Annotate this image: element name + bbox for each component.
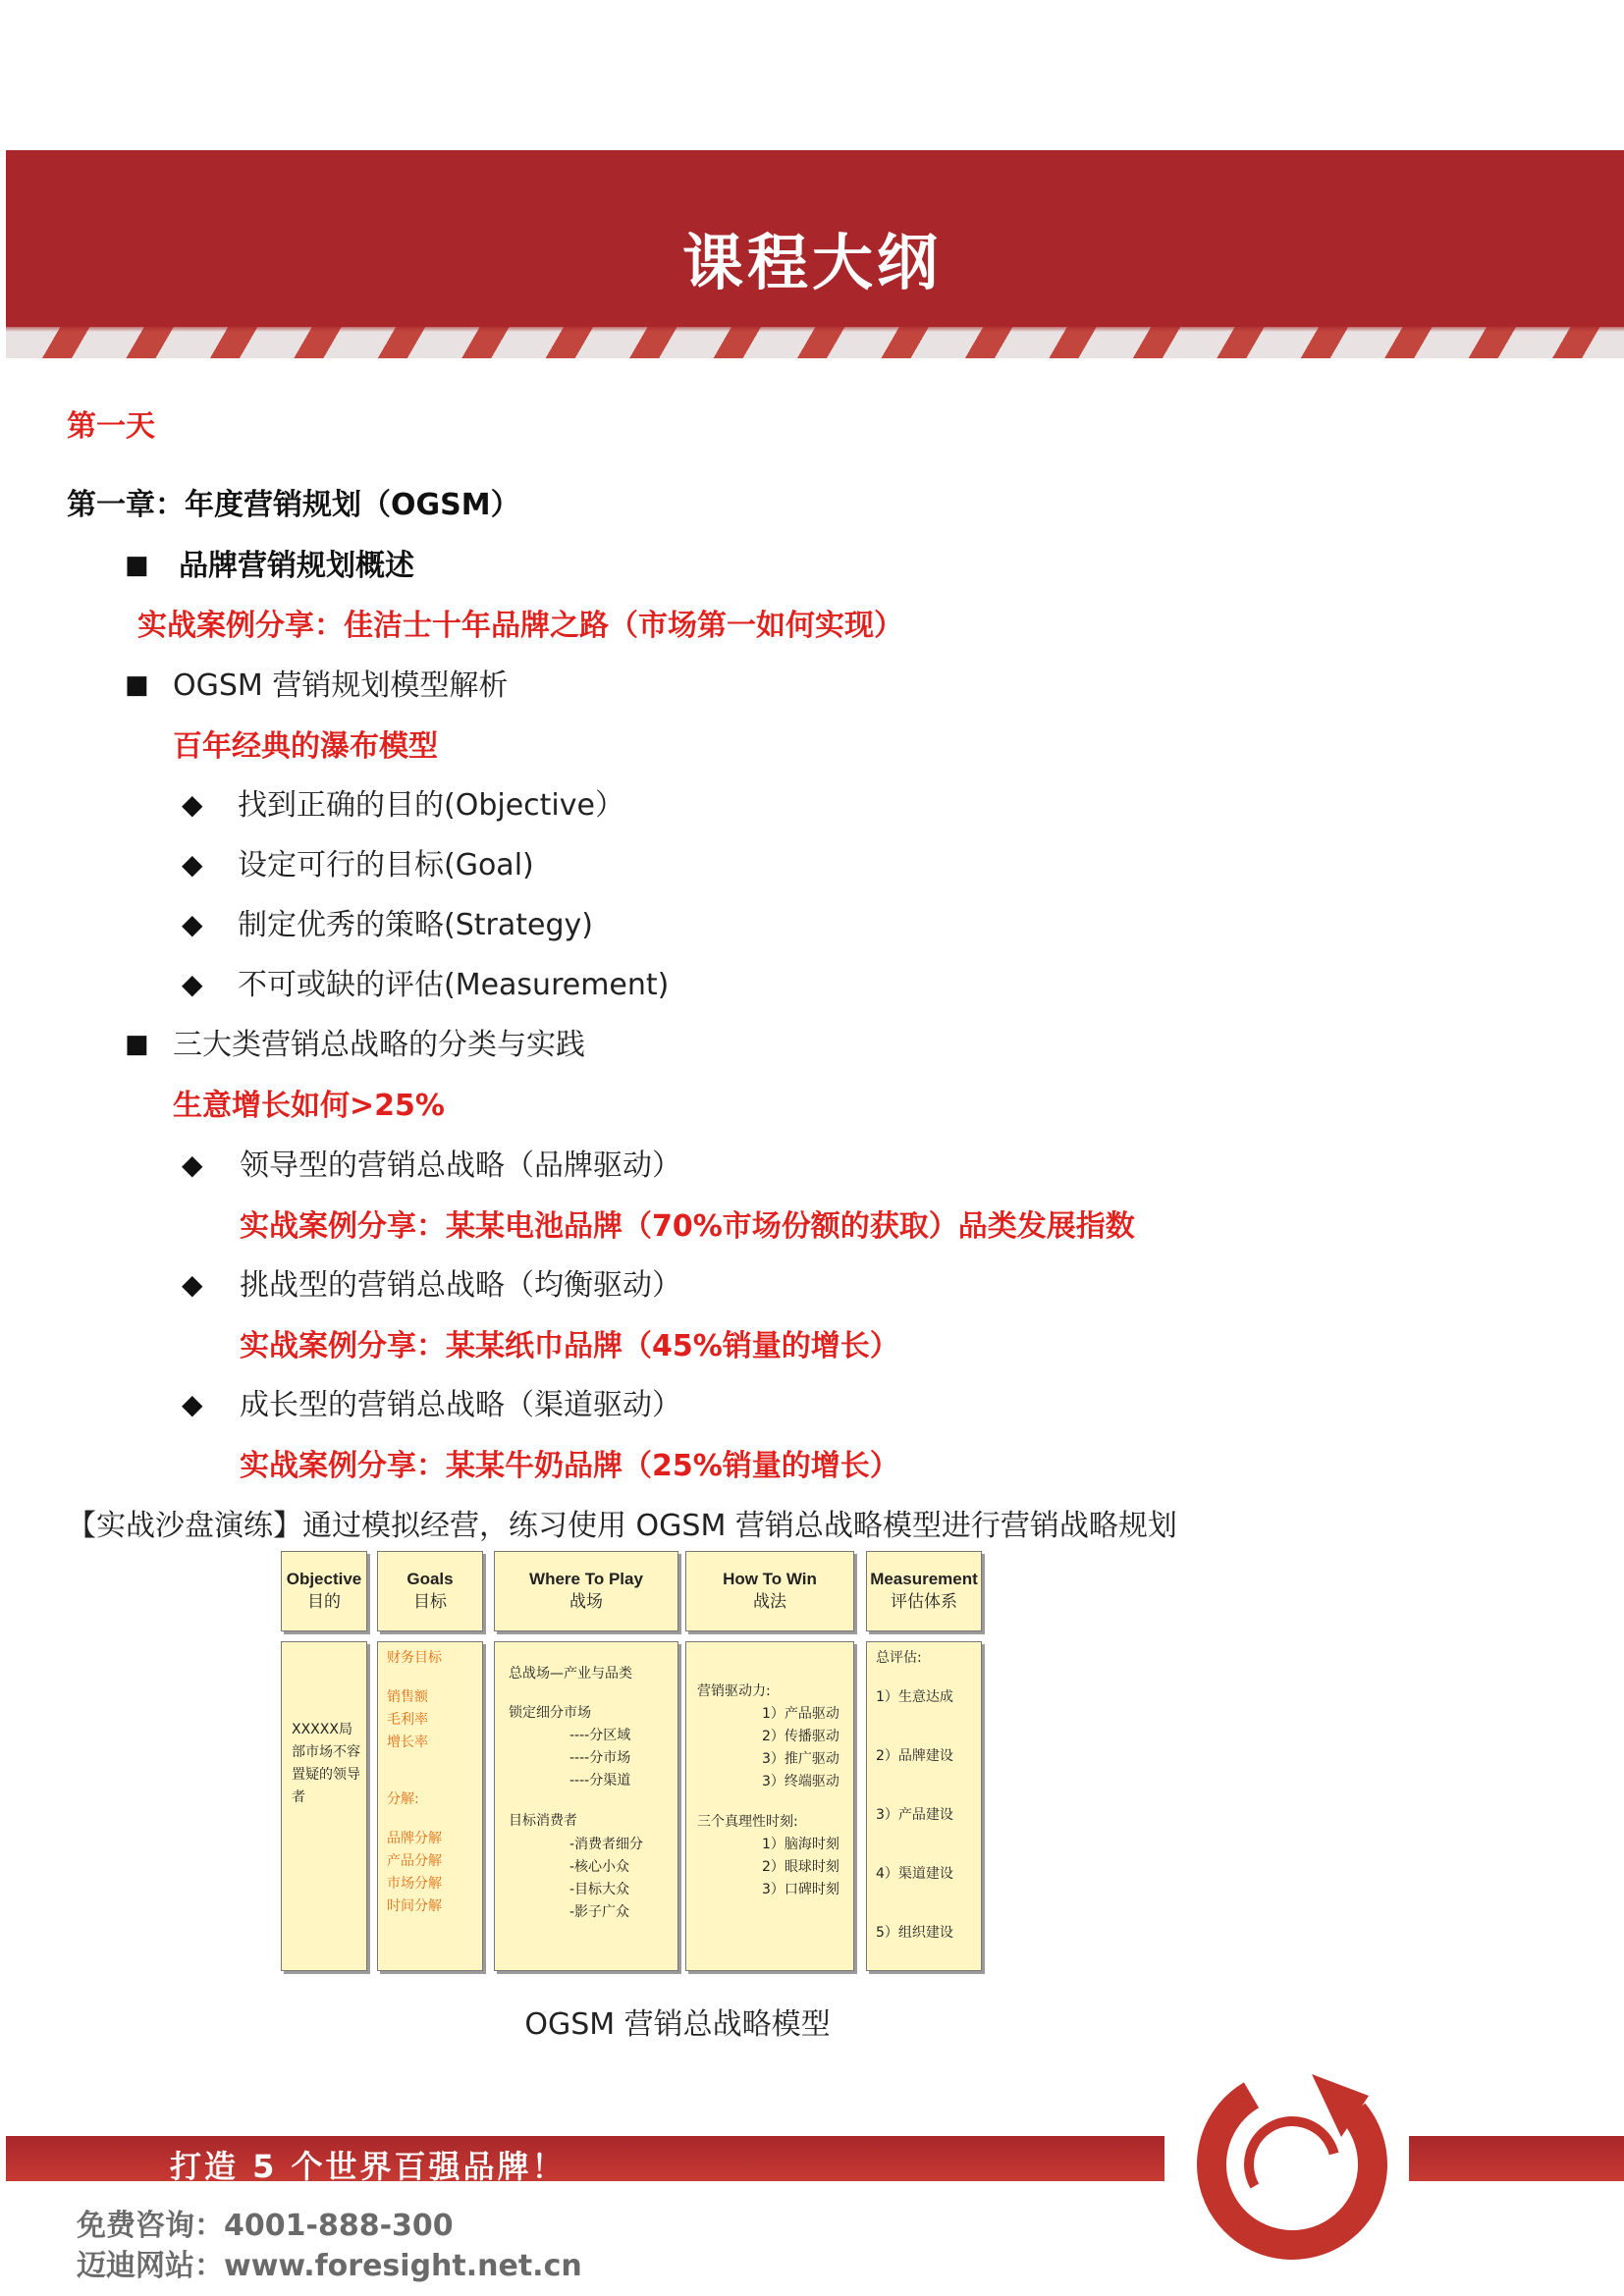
footer-phone: 免费咨询：4001-888-300 (77, 2209, 454, 2243)
case-study: 实战案例分享：某某牛奶品牌（25%销量的增长） (240, 1449, 899, 1483)
diamond-bullet-icon: ◆ (182, 1268, 203, 1301)
ogsm-column-where (494, 1641, 678, 1971)
ogsm-header-objective: Objective 目的 (281, 1551, 367, 1631)
footer-bar-right (1409, 2136, 1624, 2181)
page-title: 课程大纲 (681, 227, 942, 298)
diamond-bullet-icon: ◆ (182, 848, 203, 881)
footer-website[interactable]: 迈迪网站：www.foresight.net.cn (77, 2249, 582, 2283)
diamond-bullet-icon: ◆ (182, 1148, 203, 1181)
list-item: 挑战型的营销总战略（均衡驱动） (240, 1268, 681, 1303)
section-1-title: 品牌营销规划概述 (179, 549, 414, 583)
section-3-subtitle: 生意增长如何>25% (173, 1089, 445, 1123)
diamond-bullet-icon: ◆ (182, 968, 203, 1000)
footer-slogan: 打造 5 个世界百强品牌！ (170, 2148, 567, 2185)
ogsm-header-goals: Goals 目标 (377, 1551, 483, 1631)
case-study: 实战案例分享：某某电池品牌（70%市场份额的获取）品类发展指数 (240, 1209, 1135, 1244)
diamond-bullet-icon: ◆ (182, 788, 203, 821)
diamond-bullet-icon: ◆ (182, 1388, 203, 1420)
diagram-caption: OGSM 营销总战略模型 (524, 2007, 831, 2042)
section-3-title: 三大类营销总战略的分类与实践 (173, 1028, 585, 1062)
section-2-title: OGSM 营销规划模型解析 (173, 668, 509, 703)
case-study: 实战案例分享：某某纸巾品牌（45%销量的增长） (240, 1329, 899, 1363)
list-item: 设定可行的目标(Goal) (238, 848, 534, 882)
day-label: 第一天 (67, 409, 155, 444)
diamond-bullet-icon: ◆ (182, 908, 203, 940)
ogsm-header-measurement: Measurement 评估体系 (866, 1551, 982, 1631)
list-item: 领导型的营销总战略（品牌驱动） (240, 1148, 681, 1183)
section-1-case: 实战案例分享：佳洁士十年品牌之路（市场第一如何实现） (137, 609, 903, 643)
list-item: 不可或缺的评估(Measurement) (238, 968, 670, 1002)
square-bullet-icon: ■ (125, 670, 149, 700)
ogsm-header-where: Where To Play 战场 (494, 1551, 678, 1631)
company-logo-icon (1194, 2066, 1390, 2263)
chapter-title: 第一章：年度营销规划（OGSM） (67, 488, 520, 522)
list-item: 制定优秀的策略(Strategy) (238, 908, 593, 942)
square-bullet-icon: ■ (125, 1030, 149, 1059)
exercise-text: 【实战沙盘演练】通过模拟经营，练习使用 OGSM 营销总战略模型进行营销战略规划 (67, 1509, 1177, 1543)
list-item: 找到正确的目的(Objective） (238, 788, 624, 823)
square-bullet-icon: ■ (125, 551, 149, 580)
list-item: 成长型的营销总战略（渠道驱动） (240, 1388, 681, 1422)
ogsm-header-how: How To Win 战法 (685, 1551, 854, 1631)
section-2-subtitle: 百年经典的瀑布模型 (173, 729, 438, 764)
ogsm-column-objective (281, 1641, 367, 1971)
